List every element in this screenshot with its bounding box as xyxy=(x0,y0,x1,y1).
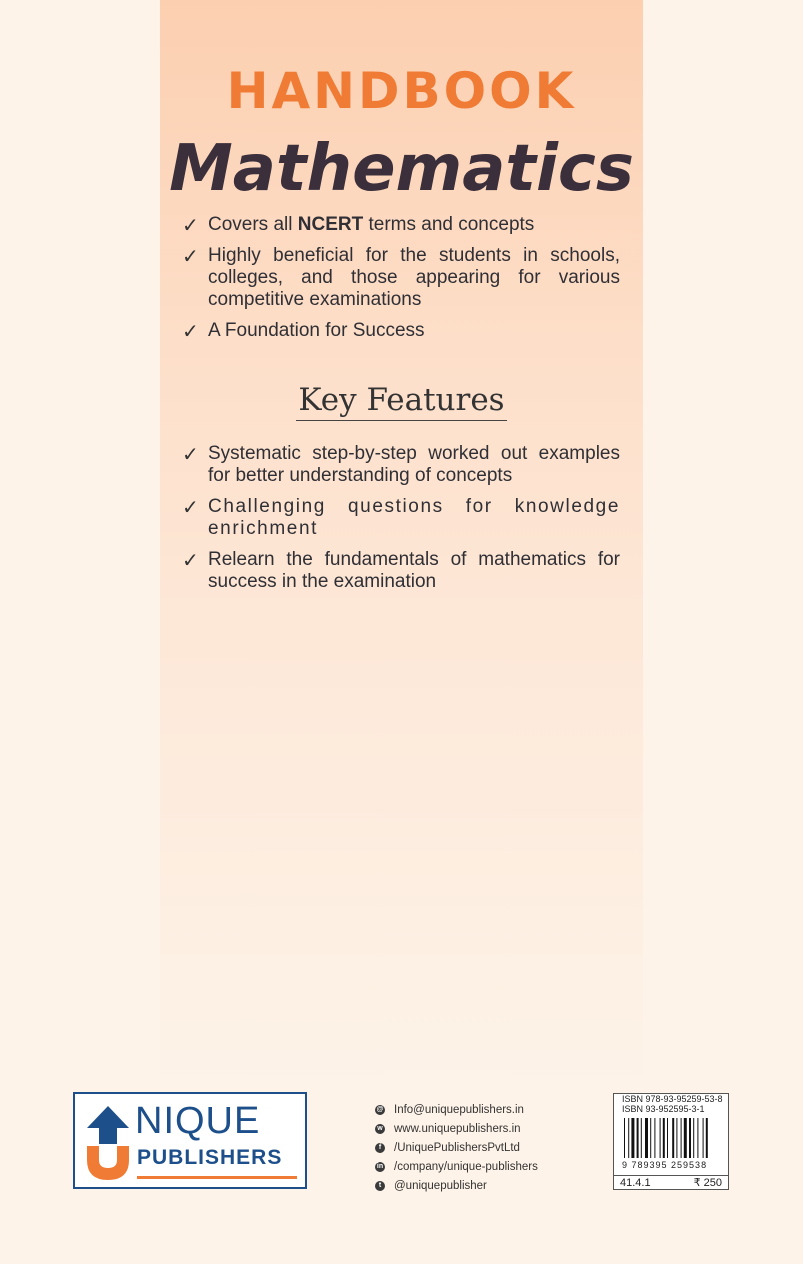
barcode-bar xyxy=(637,1118,639,1158)
barcode-bars xyxy=(624,1118,724,1158)
contact-website[interactable]: w www.uniquepublishers.in xyxy=(375,1119,538,1138)
isbn-10: ISBN 93-952595-3-1 xyxy=(622,1104,705,1114)
check-icon: ✓ xyxy=(182,246,199,268)
barcode-bar xyxy=(650,1118,651,1158)
barcode-bar xyxy=(706,1118,708,1158)
barcode-bar xyxy=(684,1118,687,1158)
features-list xyxy=(182,443,620,602)
barcode-bar xyxy=(624,1118,625,1158)
barcode-bar xyxy=(681,1118,682,1158)
contact-twitter[interactable]: t @uniquepublisher xyxy=(375,1176,538,1195)
check-icon: ✓ xyxy=(182,444,199,466)
barcode-bar xyxy=(676,1118,677,1158)
contact-list xyxy=(375,1100,538,1195)
list-item: ✓ Relearn the fundamentals of mathematics for success in the examination xyxy=(182,549,620,592)
check-icon: ✓ xyxy=(182,215,199,237)
title-handbook: HANDBOOK xyxy=(226,62,577,120)
list-item: ✓ Systematic step-by-step worked out examples for better understanding of concepts xyxy=(182,443,620,486)
logo-u-arrow-icon xyxy=(85,1104,131,1180)
list-item: ✓ Highly beneficial for the students in schools, colleges, and those appearing for various competitive examinations xyxy=(182,245,620,310)
list-item: ✓ Challenging questions for knowledge enrichment xyxy=(182,496,620,539)
barcode-bar xyxy=(628,1118,629,1158)
barcode-bar xyxy=(660,1118,661,1158)
contact-linkedin[interactable]: in /company/unique-publishers xyxy=(376,1160,538,1173)
highlights-list xyxy=(182,214,620,351)
contact-facebook[interactable]: f /UniquePublishersPvtLtd xyxy=(375,1138,538,1157)
barcode-bar xyxy=(645,1118,648,1158)
email-icon: @ xyxy=(376,1105,384,1113)
barcode-bar xyxy=(654,1118,655,1158)
facebook-icon: f xyxy=(375,1143,385,1153)
logo-underline xyxy=(137,1176,297,1179)
barcode-number: 9 789395 259538 xyxy=(622,1160,708,1170)
barcode-code: 41.4.1 xyxy=(620,1177,651,1189)
barcode-bar xyxy=(693,1118,694,1158)
list-item: ✓ Covers all NCERT terms and concepts xyxy=(182,214,535,237)
contact-email[interactable]: @ Info@uniquepublishers.in xyxy=(376,1103,524,1116)
barcode-bar xyxy=(663,1118,665,1158)
isbn-13: ISBN 978-93-95259-53-8 xyxy=(622,1094,723,1104)
barcode-bar xyxy=(667,1118,668,1158)
linkedin-icon: in xyxy=(376,1162,384,1170)
check-icon: ✓ xyxy=(182,550,199,572)
barcode-bar xyxy=(703,1118,704,1158)
price-label: ₹ 250 xyxy=(693,1177,722,1189)
check-icon: ✓ xyxy=(182,497,201,519)
publisher-logo xyxy=(73,1092,307,1189)
logo-text-unique: NIQUE xyxy=(135,1100,261,1142)
barcode-footer xyxy=(614,1175,728,1189)
barcode-bar xyxy=(641,1118,642,1158)
logo-text-publishers: PUBLISHERS xyxy=(137,1146,283,1169)
barcode-bar xyxy=(689,1118,691,1158)
twitter-icon: t xyxy=(375,1181,385,1191)
list-item: ✓ A Foundation for Success xyxy=(182,320,425,343)
check-icon: ✓ xyxy=(182,321,199,343)
barcode-bar xyxy=(631,1118,634,1158)
barcode-bar xyxy=(697,1118,698,1158)
key-features-heading: Key Features xyxy=(0,382,803,418)
isbn-barcode xyxy=(613,1093,729,1190)
web-icon: w xyxy=(375,1124,385,1134)
title-mathematics: Mathematics xyxy=(169,132,634,206)
barcode-bar xyxy=(672,1118,674,1158)
